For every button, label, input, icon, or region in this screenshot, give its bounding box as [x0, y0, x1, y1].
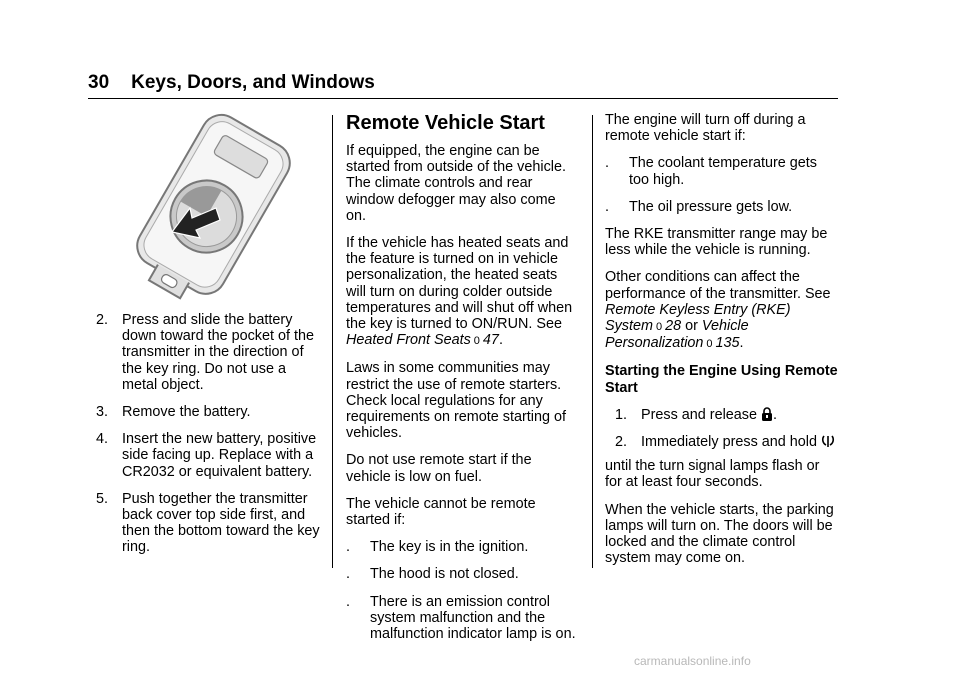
list-item: . There is an emission control system malfunction and the malfunction indicator lamp is on. [346, 593, 576, 643]
list-item: 1. Press and release . [615, 406, 777, 423]
lock-icon [761, 407, 773, 421]
subheading: Starting the Engine Using Remote Start [605, 363, 838, 396]
header-rule [88, 98, 838, 99]
section-heading: Remote Vehicle Start [346, 112, 545, 134]
paragraph: The RKE transmitter range may be less while the vehicle is running. [605, 226, 828, 259]
remote-start-icon [821, 434, 835, 448]
paragraph: Other conditions can affect the performance of the transmitter. See Remote Keyless Entry (RKE) System 0 28 or Vehicle Personalization 0 135. [605, 269, 831, 352]
list-item: . The oil pressure gets low. [605, 198, 793, 215]
middle-column [346, 112, 578, 653]
list-item: 5. Push together the transmitter back cover top side first, and then the bottom toward the key ring. [96, 490, 320, 556]
paragraph: The vehicle cannot be remote started if: [346, 495, 536, 529]
page-ref: 135 [715, 335, 740, 352]
list-item: 3. Remove the battery. [96, 404, 251, 421]
list-item: . The hood is not closed. [346, 566, 519, 583]
list-item: . The coolant temperature gets too high. [605, 155, 817, 188]
page-ref-arrow: 0 [473, 335, 480, 348]
paragraph: When the vehicle starts, the parking lamps will turn on. The doors will be locked and the climate control system may come on. [605, 501, 834, 567]
page-ref-arrow: 0 [655, 321, 663, 334]
page-ref: 28 [665, 318, 682, 335]
list-item: 2. Immediately press and hold [615, 434, 840, 450]
page-header [88, 72, 375, 94]
paragraph: Laws in some communities may restrict the use of remote starters. Check local regulations for any requirements on remote starting of vehicles. [346, 360, 566, 442]
section-title: Keys, Doors, and Windows [131, 72, 375, 93]
page-ref: 47 [482, 332, 499, 349]
cross-reference-link[interactable]: Heated Front Seats [346, 332, 471, 349]
paragraph: until the turn signal lamps flash or for at least four seconds. [605, 458, 820, 491]
paragraph: If the vehicle has heated seats and the feature is turned on in vehicle personalization, the heated seats will turn on during colder outside temperatures and will shut off when the key is turned to ON/RUN. See Heated Front Seats 0 47. [346, 235, 573, 349]
page-number: 30 [88, 72, 110, 93]
list-item: 4. Insert the new battery, positive side facing up. Replace with a CR2032 or equivalent battery. [96, 431, 317, 480]
key-fob-battery-cover-icon [112, 112, 312, 302]
page-ref-arrow: 0 [706, 338, 713, 351]
right-column [605, 112, 840, 577]
list-item: 2. Press and slide the battery down toward the pocket of the transmitter in the direction of the key ring. Do not use a metal object. [96, 312, 314, 393]
list-item: . The key is in the ignition. [346, 539, 529, 556]
cross-reference-link[interactable]: Remote Keyless Entry (RKE) System [605, 301, 791, 335]
cross-reference-link[interactable]: Vehicle Personalization [605, 318, 749, 352]
column-divider-left [332, 115, 333, 568]
column-divider-right [592, 115, 593, 568]
watermark: carmanualsonline.info [634, 654, 751, 668]
paragraph: Do not use remote start if the vehicle is low on fuel. [346, 452, 532, 485]
paragraph: The engine will turn off during a remote vehicle start if: [605, 112, 806, 145]
paragraph: If equipped, the engine can be started from outside of the vehicle. The climate controls and rear window defogger may also come on. [346, 143, 566, 224]
left-column [96, 312, 320, 567]
